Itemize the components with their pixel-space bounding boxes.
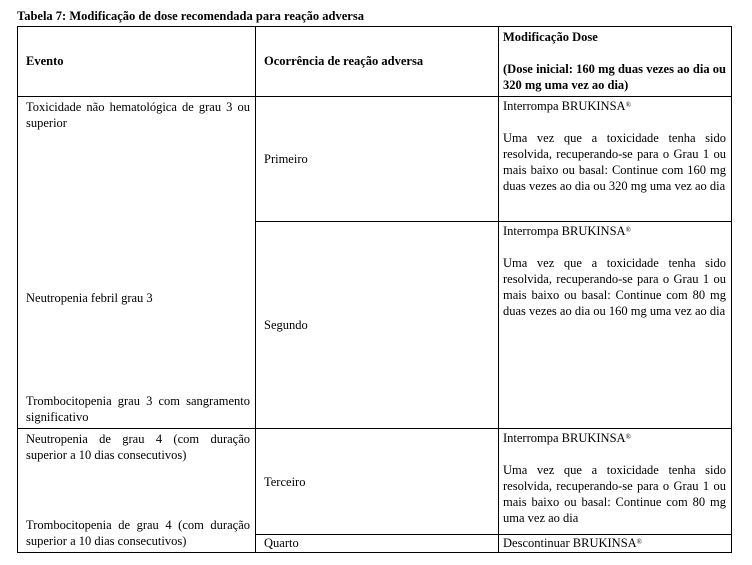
events-group-1 (18, 97, 256, 429)
modification-second-text: Uma vez que a toxicidade tenha sido resolvida, recuperando-se para o Grau 1 ou mais baixo ou basal: Continue com 80 mg duas vezes ao dia ou 160 mg uma vez ao dia (503, 256, 726, 318)
interrupt-label-1: Interrompa BRUKINSA® (503, 99, 631, 113)
table-caption: Tabela 7: Modificação de dose recomendada para reação adversa (17, 9, 364, 23)
occurrence-first (256, 97, 499, 222)
events-group-2 (18, 429, 256, 553)
occurrence-fourth (256, 535, 499, 553)
header-ocorrencia-text: Ocorrência de reação adversa (264, 54, 424, 68)
event-thrombocytopenia-bleeding: Trombocitopenia grau 3 com sangramento significativo (26, 394, 250, 424)
header-ocorrencia (256, 27, 499, 97)
occurrence-second (256, 222, 499, 429)
header-modificacao-subtitle: (Dose inicial: 160 mg duas vezes ao dia ou 320 mg uma vez ao dia) (503, 62, 726, 92)
interrupt-label-2: Interrompa BRUKINSA® (503, 224, 631, 238)
modification-third (499, 429, 732, 535)
event-thrombocytopenia-grade4: Trombocitopenia de grau 4 (com duração superior a 10 dias consecutivos) (26, 518, 250, 548)
header-evento (18, 27, 256, 97)
modification-second (499, 222, 732, 429)
event-neutropenia-grade4: Neutropenia de grau 4 (com duração superior a 10 dias consecutivos) (26, 432, 250, 462)
event-nonhematologic-toxicity: Toxicidade não hematológica de grau 3 ou superior (26, 100, 250, 130)
header-modificacao-title: Modificação Dose (503, 30, 598, 44)
occurrence-second-text: Segundo (264, 318, 308, 332)
occurrence-fourth-text: Quarto (264, 536, 299, 550)
modification-third-text: Uma vez que a toxicidade tenha sido resolvida, recuperando-se para o Grau 1 ou mais baixo ou basal: Continue com 80 mg uma vez ao dia (503, 463, 726, 525)
header-modificacao (499, 27, 732, 97)
modification-first-text: Uma vez que a toxicidade tenha sido resolvida, recuperando-se para o Grau 1 ou mais baixo ou basal: Continue com 160 mg duas vezes ao dia ou 320 mg uma vez ao dia (503, 131, 726, 193)
dose-modification-table (17, 26, 732, 553)
modification-fourth (499, 535, 732, 553)
header-evento-text: Evento (26, 54, 64, 68)
occurrence-third-text: Terceiro (264, 475, 306, 489)
interrupt-label-3: Interrompa BRUKINSA® (503, 431, 631, 445)
event-febrile-neutropenia: Neutropenia febril grau 3 (26, 291, 153, 305)
discontinue-label: Descontinuar BRUKINSA® (503, 536, 642, 550)
occurrence-first-text: Primeiro (264, 152, 308, 166)
modification-first (499, 97, 732, 222)
occurrence-third (256, 429, 499, 535)
